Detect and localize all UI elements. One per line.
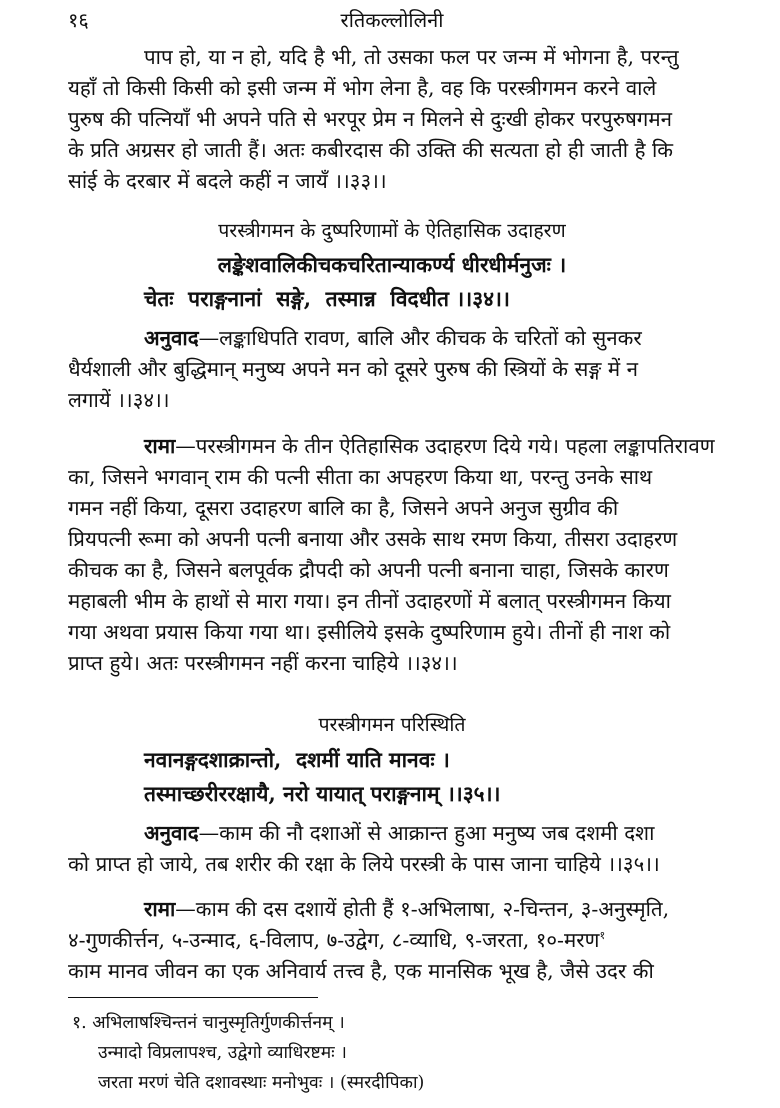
rama-label: रामा — [144, 897, 176, 921]
text-line: गया अथवा प्रयास किया गया था। इसीलिये इसके दुष्परिणाम हुये। तीनों ही नाश को — [68, 620, 671, 644]
section-heading-consequences: परस्त्रीगमन के दुष्परिणामों के ऐतिहासिक उदाहरण — [218, 219, 566, 242]
verse-line: चेतः पराङ्गनानां सङ्गे, तस्मान्न विदधीत ।।३४।। — [144, 286, 510, 311]
text-line — [68, 925, 716, 956]
paragraph-intro — [68, 42, 716, 197]
text-fragment: ४-गुणकीर्त्तन, ५-उन्माद, ६-विलाप, ७-उद्वेग, ८-व्याधि, ९-जरता, १०-मरण — [68, 928, 600, 952]
rama-34 — [68, 431, 716, 679]
text-line: पाप हो, या न हो, यदि है भी, तो उसका फल पर जन्म में भोगना है, परन्तु — [144, 45, 679, 69]
text-line: लगायें ।।३४।। — [68, 388, 170, 412]
text-line — [68, 431, 716, 462]
anuvad-35 — [68, 818, 716, 880]
page-number: १६ — [68, 8, 89, 32]
verse-line: नवानङ्गदशाक्रान्तो, दशमीं याति मानवः । — [144, 747, 450, 772]
rama-label: रामा — [144, 434, 176, 458]
text-line: के प्रति अग्रसर हो जाती हैं। अतः कबीरदास की उक्ति की सत्यता हो ही जाती है कि — [68, 138, 674, 162]
verse-34 — [68, 248, 716, 316]
footnote-line: १. अभिलाषश्चिन्तनं चानुस्मृतिर्गुणकीर्त्तनम् । — [72, 1013, 345, 1033]
running-title: रतिकल्लोलिनी — [340, 8, 444, 32]
text-line: कीचक का है, जिसने बलपूर्वक द्रौपदी को अपनी पत्नी बनाना चाहा, जिसके कारण — [68, 558, 669, 582]
text-line: गमन नहीं किया, दूसरा उदाहरण बालि का है, जिसने अपने अनुज सुग्रीव की — [68, 496, 619, 520]
anuvad-label: अनुवाद — [144, 326, 199, 350]
text-line: को प्राप्त हो जाये, तब शरीर की रक्षा के लिये परस्त्री के पास जाना चाहिये ।।३५।। — [68, 852, 660, 876]
verse-line: लङ्केशवालिकीचकचरितान्याकर्ण्य धीरधीर्मनुजः । — [217, 252, 567, 277]
text-line: महाबली भीम के हाथों से मारा गया। इन तीनों उदाहरणों में बलात् परस्त्रीगमन किया — [68, 589, 671, 613]
text-line: यहाँ तो किसी किसी को इसी जन्म में भोग लेना है, वह कि परस्त्रीगमन करने वाले — [68, 76, 657, 100]
verse-line: तस्माच्छरीररक्षायै, नरो यायात् पराङ्गनाम् ।।३५।। — [144, 781, 501, 806]
text-line: सांई के दरबार में बदले कहीं न जायँ ।।३३।। — [68, 169, 387, 193]
page-header — [68, 6, 716, 36]
footnote-line: जरता मरणं चेति दशावस्थाः मनोभुवः । (स्मरदीपिका) — [98, 1073, 425, 1093]
verse-35 — [68, 743, 716, 811]
text-fragment: —लङ्काधिपति रावण, बालि और कीचक के चरितों को सुनकर — [198, 326, 642, 350]
anuvad-34 — [68, 323, 716, 416]
text-line: पुरुष की पत्नियाँ भी अपने पति से भरपूर प्रेम न मिलने से दुःखी होकर परपुरुषगमन — [68, 107, 672, 131]
text-line: प्राप्त हुये। अतः परस्त्रीगमन नहीं करना चाहिये ।।३४।। — [68, 651, 458, 675]
footnote-line: उन्मादो विप्रलापश्च, उद्वेगो व्याधिरष्टमः । — [98, 1043, 347, 1063]
footnote-divider — [68, 997, 318, 998]
section-heading-circumstance: परस्त्रीगमन परिस्थिति — [318, 713, 466, 736]
text-line: का, जिसने भगवान् राम की पत्नी सीता का अपहरण किया था, परन्तु उनके साथ — [68, 465, 653, 489]
text-line: धैर्यशाली और बुद्धिमान् मनुष्य अपने मन को दूसरे पुरुष की स्त्रियों के सङ्ग में न — [68, 357, 639, 381]
text-fragment: —परस्त्रीगमन के तीन ऐतिहासिक उदाहरण दिये गये। पहला लङ्कापतिरावण — [175, 434, 715, 458]
text-fragment: —काम की दस दशायें होती हैं १-अभिलाषा, २-चिन्तन, ३-अनुस्मृति, — [175, 897, 670, 921]
text-line — [68, 323, 716, 354]
text-fragment: —काम की नौ दशाओं से आक्रान्त हुआ मनुष्य जब दशमी दशा — [198, 821, 655, 845]
rama-35 — [68, 894, 716, 987]
text-line — [68, 818, 716, 849]
anuvad-label: अनुवाद — [144, 821, 199, 845]
text-line — [68, 894, 716, 925]
text-line: प्रियपत्नी रूमा को अपनी पत्नी बनाया और उसके साथ रमण किया, तीसरा उदाहरण — [68, 527, 678, 551]
text-line: काम मानव जीवन का एक अनिवार्य तत्त्व है, एक मानसिक भूख है, जैसे उदर की — [68, 959, 654, 983]
footnotes — [72, 1008, 712, 1098]
footnote-reference[interactable]: १ — [599, 929, 606, 943]
